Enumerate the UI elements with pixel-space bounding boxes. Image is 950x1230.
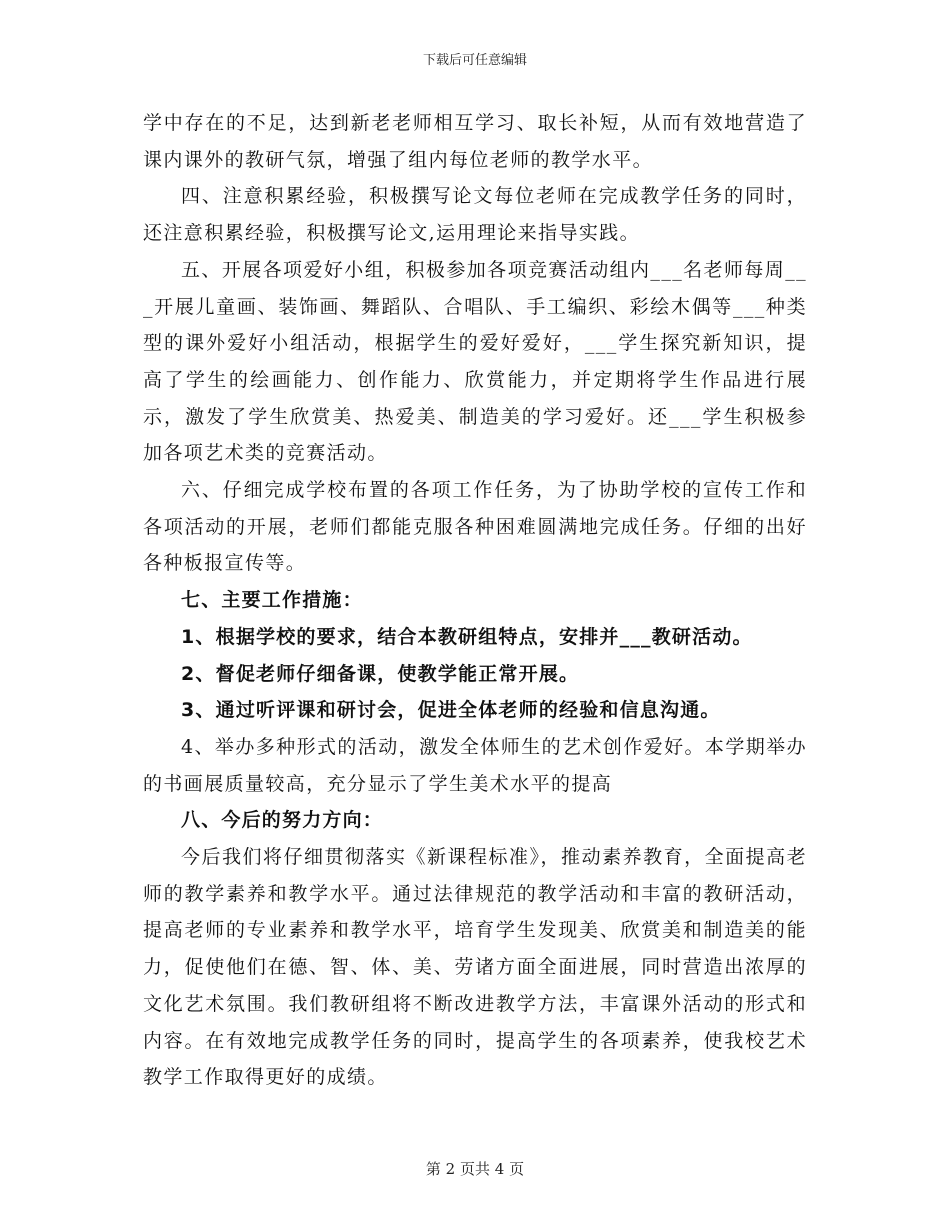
paragraph-future-direction: 今后我们将仔细贯彻落实《新课程标准》，推动素养教育，全面提高老师的教学素养和教学水平。通过法律规范的教学活动和丰富的教研活动，提高老师的专业素养和教学水平，培育学生发现美、欣赏美和制造美的能力，促使他们在德、智、体、美、劳诸方面全面进展，同时营造出浓厚的文化艺术氛围。我们教研组将不断改进教学方法，丰富课外活动的形式和内容。在有效地完成教学任务的同时，提高学生的各项素养，使我校艺术教学工作取得更好的成绩。 <box>143 846 807 1089</box>
page-footer: 第 2 页共 4 页 <box>425 1160 525 1178</box>
heading-section-eight: 八、今后的努力方向： <box>181 809 384 832</box>
measure-item-2: 2、督促老师仔细备课，使教学能正常开展。 <box>181 662 580 685</box>
paragraph-continuation: 学中存在的不足，达到新老老师相互学习、取长补短，从而有效地营造了课内课外的教研气氛，增强了组内每位老师的教学水平。 <box>143 112 807 171</box>
paragraph-section-six: 六、仔细完成学校布置的各项工作任务，为了协助学校的宣传工作和各项活动的开展，老师们都能克服各种困难圆满地完成任务。仔细的出好各种板报宣传等。 <box>143 479 807 575</box>
measure-item-4: 4、举办多种形式的活动，激发全体师生的艺术创作爱好。本学期举办的书画展质量较高，充分显示了学生美术水平的提高 <box>143 735 807 795</box>
page-header: 下载后可任意编辑 <box>422 53 527 68</box>
document-body <box>143 105 807 1096</box>
paragraph-section-four: 四、注意积累经验，积极撰写论文每位老师在完成教学任务的同时，还注意积累经验，积极撰写论文,运用理论来指导实践。 <box>143 185 807 245</box>
measure-item-1: 1、根据学校的要求，结合本教研组特点，安排并___教研活动。 <box>181 625 753 648</box>
paragraph-section-five: 五、开展各项爱好小组，积极参加各项竞赛活动组内___名老师每周___开展儿童画、装饰画、舞蹈队、合唱队、手工编织、彩绘木偶等___种类型的课外爱好小组活动，根据学生的爱好爱好，___学生探究新知识，提高了学生的绘画能力、创作能力、欣赏能力，并定期将学生作品进行展示，激发了学生欣赏美、热爱美、制造美的学习爱好。还___学生积极参加各项艺术类的竞赛活动。 <box>143 258 807 465</box>
measure-item-3: 3、通过听评课和研讨会，促进全体老师的经验和信息沟通。 <box>181 699 721 722</box>
heading-section-seven: 七、主要工作措施： <box>181 589 363 612</box>
